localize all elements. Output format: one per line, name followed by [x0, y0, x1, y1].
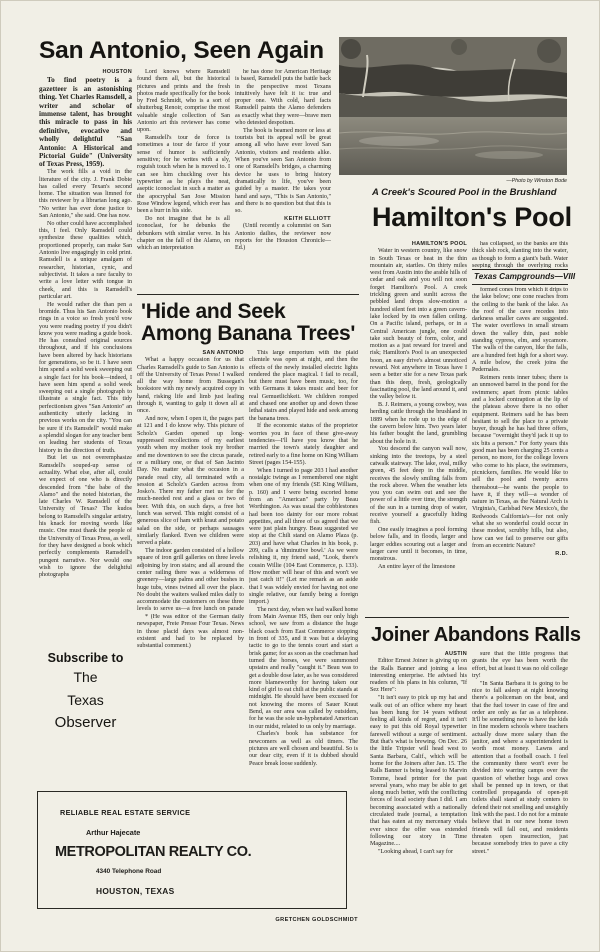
joiner-dateline: AUSTIN [444, 651, 467, 657]
paragraph: has collapsed, so the banks are this thick slab rock, slanting into the water, as though to form a giant's bath. Water seeping through the overlying rocks [472, 241, 568, 268]
paragraph: The book is beamed more or less at tourists but its appeal will be great among all who have ever loved San Antonio, visitors and residents alike. When you've seen San Antonio from one of Ramsdell's bridges, a charming device he uses to bring history dramatically to life, you've been guided by a master. He takes your hand and says, "This is San Antonio," and there is no question but that this is so. [235, 127, 331, 215]
banana-dateline: SAN ANTONIO [202, 350, 244, 356]
san-antonio-column-3 [235, 69, 331, 291]
paragraph: And now, when I open it, the pages part at 121 and I do know why. This picture of Scholz's Garden opened up long-suppressed recollections of my earliest youth when my mother took my brother and me downtown to see the circus parade, or a military one, or that of San Jacinto Day. No matter what the occasion in a parade read city, all terminated with a session at Scholz's Garden across from Josko's. There my father met us for the much-needed rest and a glass or two of beer. With this, on such days, a free hot lunch was served. This might consist of a generous slice of ham with kraut and potato salad on the side, or perhaps sausages similarly flanked. Even we children were served a plate. [137, 416, 244, 547]
paragraph: "In Santa Barbara it is going to be nice to fall asleep at night knowing there's a policeman on the beat, and that the fuel tower in case of fire and order are only as far as a telephone. It'll be something new to have the kids in fine modern schools where teachers actually draw more salary than the janitor, and where a superintendent is worth most money. Lawns and attention that a football coach. I feel the community there won't ever be divided into warring camps over the question of whether hogs and cows shall be penned up in town, or that controlled propaganda of open-pit toilets shall stand at study centers to defend their not smelling and unsightly link with the past. I do not for a minute believe that in our new home town friends will fall out, and residents threaten open insurrection, just because somebody tries to pave a city street." [472, 680, 568, 855]
paragraph: If the economic status of the proprietor worries you in face of these give-away tendencies—I'll have you know that he married the town's stately daughter and retired early to a fine home on King William Street (pages 154-155). [249, 423, 358, 466]
san-antonio-dateline: HOUSTON [102, 69, 132, 75]
banana-headline-line-1: 'Hide and Seek [141, 300, 286, 323]
paragraph: he has done for American Heritage is based, Ramsdell puts the battle back in the perspective most Texans intuitively have felt it is: true and proper one. With cold, hard facts Ramsdell paints the Alamo defenders as exactly what they were—brave men who detested despotism. [235, 69, 331, 127]
san-antonio-byline: KEITH ELLIOTT [284, 215, 331, 222]
photo-credit: —Photo by Winston Bode [506, 178, 567, 184]
paragraph: formed cones from which it drips to the lake below; one cone reaches from the ceiling to the bank of the lake. As the roof of the cave recedes into darkness smaller caves are suggested. The water overflows in small stream down the valley thin, past noble standing cypress, elm, and sycamore. The walls of the canyon, like the falls, are a hundred feet high for a short way. A mile below, the creek joins the Pedernales. [472, 287, 568, 374]
banana-rule [137, 294, 359, 295]
realty-service: RELIABLE REAL ESTATE SERVICE [60, 808, 191, 817]
paragraph: "Looking ahead, I can't say for [378, 849, 453, 856]
realty-city: HOUSTON, TEXAS [96, 886, 175, 896]
paragraph: He would rather die than pen a bromide. Thus his San Antonio book rings in a voice so fresh you'd vow you were reading poetry if you didn't know you were reading a guide book. He has consulted original sources throughout, and if his conclusions have been altered by hack historians for generations, so be it. I have seen him spend a solid week sweeping out a single fact for his book—indeed, I have seen him spend a solid week sweeping out a single photograph to illustrate a single fact. This tidy perfectionism gives "San Antonio" an authenticity utterly lacking in previous works on the city. "You can be sure if it's Ramsdell" would make a splendid slogan for any teacher bent on leading her students of Texas history in the direction of truth. [39, 301, 132, 454]
banana-byline: GRETCHEN GOLDSCHMIDT [275, 917, 358, 923]
san-antonio-headline: San Antonio, Seen Again [39, 37, 324, 64]
paragraph: To find poetry is a gazetteer is an astonishing thing. Yet Charles Ramsdell, a writer and scholar of immense talent, has brought this miracle to pass in his definitive, evocative and wholly delightful "San Antonio: A Historical and Pictorial Guide" (University of Texas Press, 1959). [39, 76, 132, 169]
paragraph: Do not imagine that he is all iconoclast, for he debunks the debunkers with similar verve. In his chapter on the fall of the Alamo, on which an interpretation [137, 215, 230, 252]
paragraph: An entire layer of the limestone [378, 564, 456, 571]
subscribe-line-2: The [73, 669, 98, 685]
paragraph: The indoor garden consisted of a hollow square of iron grill galleries on three levels adjoining by iron stairs; and all around the center railing there was a wilderness of greenery—large palms and other bushes in huge tubs, vines twined all over the place. No doubt the waiters walked miles daily to accommodate the customers on these three levels to serve us—a free lunch on parade [137, 548, 244, 612]
paragraph: B. J. Reimers, a young cowboy, was herding cattle through the brushland in 1889 when he rode up to the edge of the cavern below him. Two years later his father bought the land, grumbling about the hole in it. [370, 402, 467, 445]
hamilton-column-1 [370, 241, 467, 612]
paragraph: Lord knows where Ramsdell found them all, but the historical pictures and prints and the fresh photos made specifically for the book by Fred Schmidt, who is a sort of shutterbug Renoir, comprise the most valuable single collection of San Antonio art this reviewer has come upon. [137, 69, 230, 134]
banana-footnote [137, 614, 244, 674]
joiner-headline: Joiner Abandons Ralls [371, 624, 581, 646]
campgrounds-column [472, 287, 568, 613]
hamilton-column-2 [472, 241, 568, 268]
paragraph: sure that the little progress that grants the eye has been worth the effort, but at least it was no old college try! [472, 651, 568, 679]
hamilton-dateline: HAMILTON'S POOL [411, 241, 467, 247]
campgrounds-rule-bottom [472, 284, 568, 285]
paragraph: "It isn't easy to pick up my hat and walk out of an office where my heart has been hung for 14 years without feeling all kinds of regret, and it isn't easy to put this old Royal typewriter farewell without a surge of sentiment. But that's what is brewing. On Dec. 26 the little Tripster will head west to Santa Barbara, Calif., which will be home for the Joiners after Jan. 15. The Ralls Banner is being leased to Marvin Tomme, head printer for the past several years, who may be able to get along much better, with the conflicting forces of local society than I did. I am becoming associated with a nationally circulated trade journal, a temptation that has eaten at my mercenary vitals ever since the offer was extended following our story in Time Magazine.... [370, 695, 467, 848]
joiner-column-1 [370, 651, 467, 931]
footnote: * (He was editor of the German daily newspaper, Freie Presse Four Texas. News in those placid days was almost non-existent and had to be replaced by substantial comment.) [137, 614, 244, 650]
campgrounds-initials: R.D. [555, 550, 568, 557]
paragraph: Reimers rents inner tubes; there is an unmowed barrel in the pond for the swimmers; apart from picnic tables and a locked contraption at the lip of the plateau above there is no other equipment. Reimers said he has been hesitant to sell the place to a private buyer, though he has had three offers, because "overnight they'd jack it up to six bits a person." For forty years this good man has been charging 25 cents a person, no more, for the college lovers who come to his place, the swimmers, picnickers, families. He would like to sell the pool and twenty acres thereabout—he wants the people to have it, if they will—a wonder of nature in Texas, as the Natural Arch is Virginia's, Carlsbad New Mexico's, the Redwoods California's—for not only what she so wonderful could occur in these modest, scrubby hills, but also, how can we fail to preserve our gifts from an eccentric Nature? [472, 375, 568, 549]
paragraph: Editor Ernest Joiner is giving up on the Ralls Banner and joining a less interesting enterprise. He advised his readers of his plans in his column, "If Sez Here": [370, 658, 467, 694]
paragraph: What a happy occasion for us that Charles Ramsdell's guide to San Antonio is off the University of Texas Press! I walked all the way home from Bussegan's bookstore with my newly acquired copy in hand, risking life and limb just leafing through it, wanting to gulp it down all at once. [137, 357, 244, 415]
realty-ad [37, 791, 347, 909]
subscribe-box [39, 651, 132, 761]
photo-caption: A Creek's Scoured Pool in the Brushland [372, 187, 557, 198]
joiner-rule [365, 617, 569, 618]
paragraph: When I turned to page 203 I had another nostalgic twinge as I remembered one night when one of my friends (SE King William, p. 160) and I were being escorted home from an "American" party by Beau Worthington. As was usual the cobblestones had been too dainty for our more robust appetites, and all three of us agreed that we were just plain hungry. Beau suggested we stop at the Chili stand on Alamo Plaza (p. 203) and have what Charles in his book, p. 209, calls a 'diminutive bowl.' As we were relishing it, my friend said, "Look, there's cousin Willie (104 East Commerce, p. 133). How mother will hear of this and won't we just catch it!" (Let me remark as an aside that I was widely envied for having not one single relative, our family being a foreign import.) [249, 467, 358, 606]
banana-headline-line-2: Among Banana Trees' [141, 322, 356, 345]
campgrounds-rule-top [472, 269, 568, 270]
paragraph: No other could have accomplished this, I feel. Only Ramsdell could synthesize these qualities which, proportioned properly, can make San Antonio live engagingly in cold print. Ramsdell is a unique amalgam of researcher, historian, cynic, and subjectivist. It takes a rare faculty to write a love letter with tongue in cheek, and this is Ramsdell's particular art. [39, 220, 132, 300]
campgrounds-headline: Texas Campgrounds—VIII [474, 272, 576, 281]
paragraph: Charles's book has substance for newcomers as well as old timers. The pictures are well chosen and beautiful. So is our dear city, even if it is dubbed should Peace break loose suddenly. [249, 731, 358, 767]
pool-photo [339, 37, 567, 175]
pool-photo-image [339, 37, 567, 175]
san-antonio-column-2 [137, 69, 230, 291]
paragraph: You descend the canyon wall now, sinking into the treetops, by a steel catwalk stairway. The lake, oval, milky green, 45 feet deep in the middle, receives the slowly smiling falls from the rock above. When the weather lets you you can swim out and see the power of a little over time, the strength of the sun in a turning drop of water, receive yourself a gracefully hiding fish. [370, 446, 467, 526]
paragraph: Ramsdell's tour de force is sometimes a tour de farce if your sense of humor is sufficiently sensitive; for he writes with a sly, roguish touch when he is moved to. I can see him chuckling over his typewriter as he plays the neat, aseptic iconoclast in such a matter as the apocryphal San Jose Mission Rose Window legend, which ever has been a burr in his side. [137, 135, 230, 215]
subscribe-line-4: Observer [54, 714, 117, 731]
paragraph: The next day, when we had walked home from Main Avenue HS, then our only high school, we saw from a distance the huge black coach from East Commerce stopping in front of 335, and it was but a delaying tactic to go to the tennis court and start a brisk game; for as soon as the coachman had turned the horses, we were summoned upstairs and really "caught it." Beau was to get a double dose later, as he was considered more blameworthy for having taken our kind of girl to eat chili at the public stands at midnight. He should have been excused for not knowing the mores of Sauer Kraut Bend, as our area was called by outsiders, for he was the sole un-hyphenated American in our midst, related to us only by marriage. [249, 606, 358, 730]
paragraph: This large emporium with the plaid clientele was open at night, and then the effects of the newly installed electric lights rendered the place magical. I fail to recall, but there must have been music, too, for with Germans it takes music and beer for real Gemuetlichkeit. We children romped and chased one another up and down those lethal stairs and played hide and seek among the banana trees. [249, 350, 358, 422]
joiner-column-2 [472, 651, 568, 931]
realty-person: Arthur Hajecate [86, 828, 141, 837]
subscribe-line-3: Texas [67, 692, 104, 708]
realty-address: 4340 Telephone Road [96, 868, 162, 875]
san-antonio-column-1 [39, 69, 132, 614]
hamilton-headline: Hamilton's Pool [372, 202, 572, 232]
editor-note: (Until recently a columnist on San Antonio dailies, the reviewer now reports for the Houston Chronicle—Ed.) [235, 223, 331, 252]
paragraph: Water in western country, like snow in South Texas or heat in the thin mountain air, startles. On thirty miles west from Austin into the arable hills of cedar and oak and you will not soon forget Hamilton's Pool. A creek trickling green and sunlit across the pebbled land drops slow-motion a hundred silent feet into a green cavern-lake locked by its own fallen ceiling. On a Pacific island, perhaps, or in a Central American jungle, one could take such beauty of form, color, and motion as a just reward for travel and risk; Hamilton's Pool is an unexpected boon, an easy drive's almost unnoticed reward. Not anywhere in Texas have I seen a better site for a new Texas park than this deep, fresh, geologically fascinating pool, the land around it, and the valley below it. [370, 248, 467, 401]
realty-company: METROPOLITAN REALTY CO. [55, 844, 252, 860]
paragraph: But let us not overemphasize Ramsdell's souped-up sense of actuality. What else, after all, could we expect of one who is directly descended from "the babe of the Alamo" and the noted historian, the late Charles W. Ramsdell of the University of Texas? The kudos belong to Ramsdell's singular artistry, his knack for moving words like music. One must thank the people of the University of Texas Press, as well, for they have designed a book which perfectly complements Ramsdell's pungent narrative. Nor would one wish to ignore the delightful photographs [39, 455, 132, 579]
subscribe-line-1: Subscribe to [47, 651, 124, 665]
paragraph: The work fills a void in the literature of the city. J. Frank Dobie has called every Texan's second home. The situation was limned for this reviewer by a librarian long ago. "No writer has ever done justice to San Antonio," she said. One has now. [39, 169, 132, 220]
paragraph: One easily imagines a pool forming below falls, and in floods, larger and larger eddies scouring out a larger and larger cave until it becomes, in time, monstrous. [370, 527, 467, 563]
banana-column-1 [137, 350, 244, 612]
